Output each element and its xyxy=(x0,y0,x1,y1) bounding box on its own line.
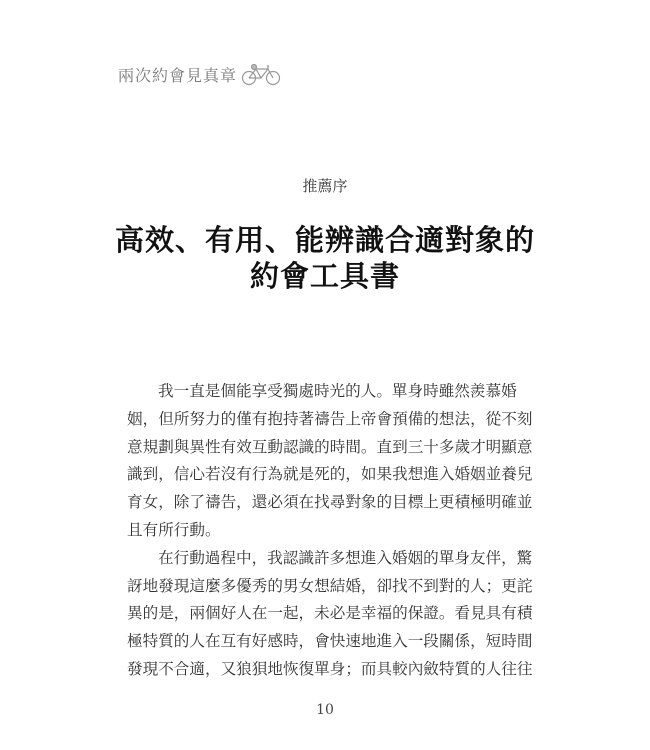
chapter-kicker: 推薦序 xyxy=(302,177,348,195)
chapter-title xyxy=(0,222,650,294)
text-line: 識到，信心若沒有行為就是死的，如果我想進入婚姻並養兒 xyxy=(127,465,533,484)
text-line: 且有所行動。 xyxy=(127,520,221,539)
text-line: 育女，除了禱告，還必須在找尋對象的目標上更積極明確並 xyxy=(127,493,533,512)
title-line: 約會工具書 xyxy=(249,259,400,293)
text-line: 意規劃與異性有效互動認識的時間。直到三十多歲才明顯意 xyxy=(127,437,533,456)
text-line: 在行動過程中，我認識許多想進入婚姻的單身友伴，驚 xyxy=(158,548,533,567)
text-line: 異的是，兩個好人在一起，未必是幸福的保證。看見具有積 xyxy=(127,604,533,623)
text-line: 極特質的人在互有好感時，會快速地進入一段關係，短時間 xyxy=(127,632,533,651)
book-title: 兩次約會見真章 xyxy=(118,65,238,85)
page-number: 10 xyxy=(316,702,334,718)
text-line: 訝地發現這麼多優秀的男女想結婚，卻找不到對的人；更詫 xyxy=(127,576,533,595)
text-line: 發現不合適，又狼狽地恢復單身；而具較內斂特質的人往往 xyxy=(127,659,533,678)
running-head xyxy=(118,62,281,86)
text-line: 我一直是個能享受獨處時光的人。單身時雖然羨慕婚 xyxy=(158,382,517,400)
bicycle-icon xyxy=(241,62,281,86)
text-line: 姻，但所努力的僅有抱持著禱告上帝會預備的想法，從不刻 xyxy=(127,409,533,428)
title-line: 高效、有用、能辨識合適對象的 xyxy=(114,223,535,257)
body-text xyxy=(127,378,533,684)
